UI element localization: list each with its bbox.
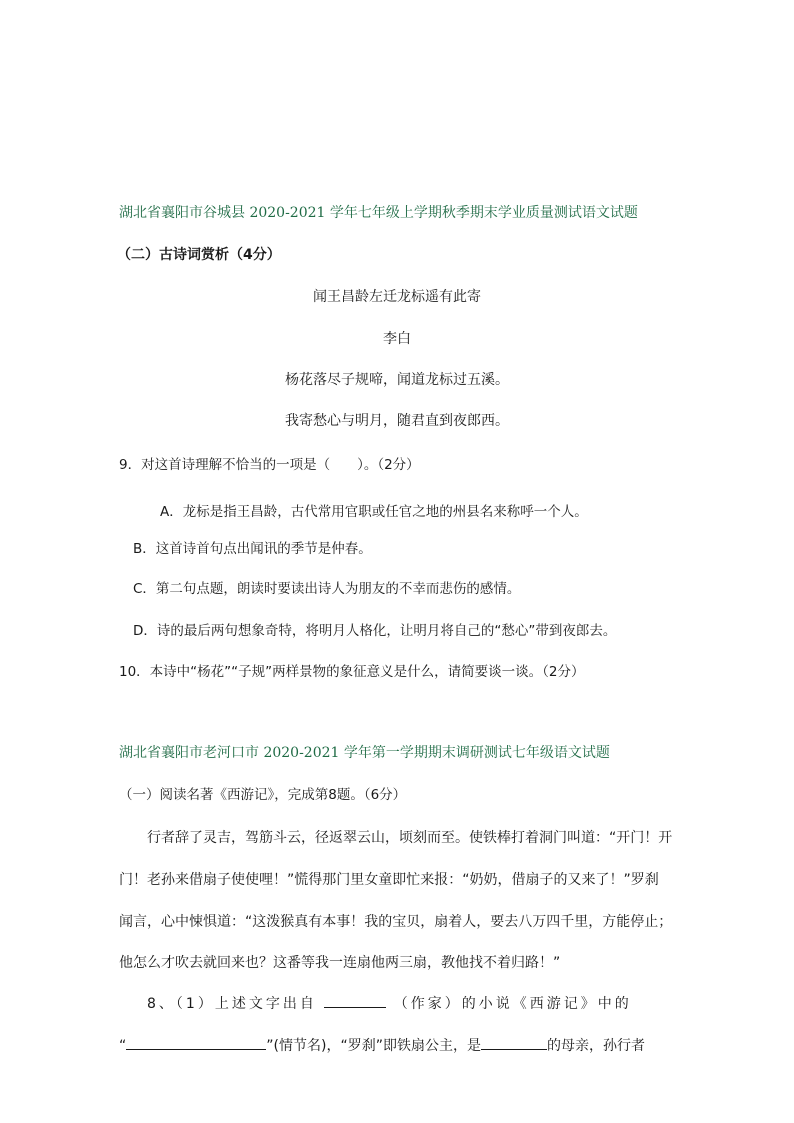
- author-answer-blank[interactable]: [324, 993, 386, 1008]
- question-9-stem: 9．对这首诗理解不恰当的一项是（ ）。（2分）: [119, 457, 420, 473]
- question-9-option-a: A．龙标是指王昌龄，古代常用官职或任官之地的州县名来称呼一个人。: [160, 504, 588, 520]
- question-8-text-e: 的母亲，孙行者: [546, 1038, 645, 1054]
- question-8-line-1: [147, 993, 632, 1013]
- episode-answer-blank[interactable]: [126, 1035, 266, 1050]
- question-8-line-2: [119, 1035, 645, 1055]
- question-9-option-d: D．诗的最后两句想象奇特，将明月人格化，让明月将自己的“愁心”带到夜郎去。: [133, 623, 617, 639]
- passage-line-4: 他怎么才吹去就回来也？这番等我一连扇他两三扇，教他找不着归路！”: [119, 955, 561, 971]
- exam-title-2: 湖北省襄阳市老河口市 2020-2021 学年第一学期期末调研测试七年级语文试题: [119, 745, 610, 761]
- section-heading-poetry: （二）古诗词赏析（4分）: [117, 247, 281, 263]
- poem-title: 闻王昌龄左迁龙标遥有此寄: [313, 289, 481, 305]
- mother-answer-blank[interactable]: [481, 1035, 547, 1050]
- question-10: 10．本诗中“杨花”“子规”两样景物的象征意义是什么，请简要谈一谈。（2分）: [119, 664, 585, 680]
- section-heading-reading: （一）阅读名著《西游记》，完成第8题。（6分）: [119, 787, 407, 803]
- poem-author: 李白: [383, 331, 411, 347]
- question-8-text-b: （作家）的小说《西游记》中的: [393, 996, 632, 1012]
- question-8-text-a: 8、（1）上述文字出自: [147, 996, 317, 1012]
- exam-title-1: 湖北省襄阳市谷城县 2020-2021 学年七年级上学期秋季期末学业质量测试语文试题: [119, 205, 638, 221]
- passage-line-2: 门！老孙来借扇子使使哩！”慌得那门里女童即忙来报：“奶奶，借扇子的又来了！”罗刹: [119, 872, 659, 888]
- question-8-text-c: “: [119, 1038, 127, 1054]
- question-8-text-d: ”(情节名)，“罗刹”即铁扇公主，是: [266, 1038, 481, 1054]
- poem-line-2: 我寄愁心与明月，随君直到夜郎西。: [285, 413, 509, 429]
- question-9-option-b: B．这首诗首句点出闻讯的季节是仲春。: [133, 541, 372, 557]
- passage-line-3: 闻言，心中悚惧道：“这泼猴真有本事！我的宝贝，扇着人，要去八万四千里，方能停止；: [119, 914, 673, 930]
- passage-line-1: 行者辞了灵吉，驾筋斗云，径返翠云山，顷刻而至。使铁棒打着洞门叫道：“开门！开: [147, 830, 673, 846]
- poem-line-1: 杨花落尽子规啼，闻道龙标过五溪。: [285, 372, 509, 388]
- question-9-option-c: C．第二句点题，朗读时要读出诗人为朋友的不幸而悲伤的感情。: [133, 581, 521, 597]
